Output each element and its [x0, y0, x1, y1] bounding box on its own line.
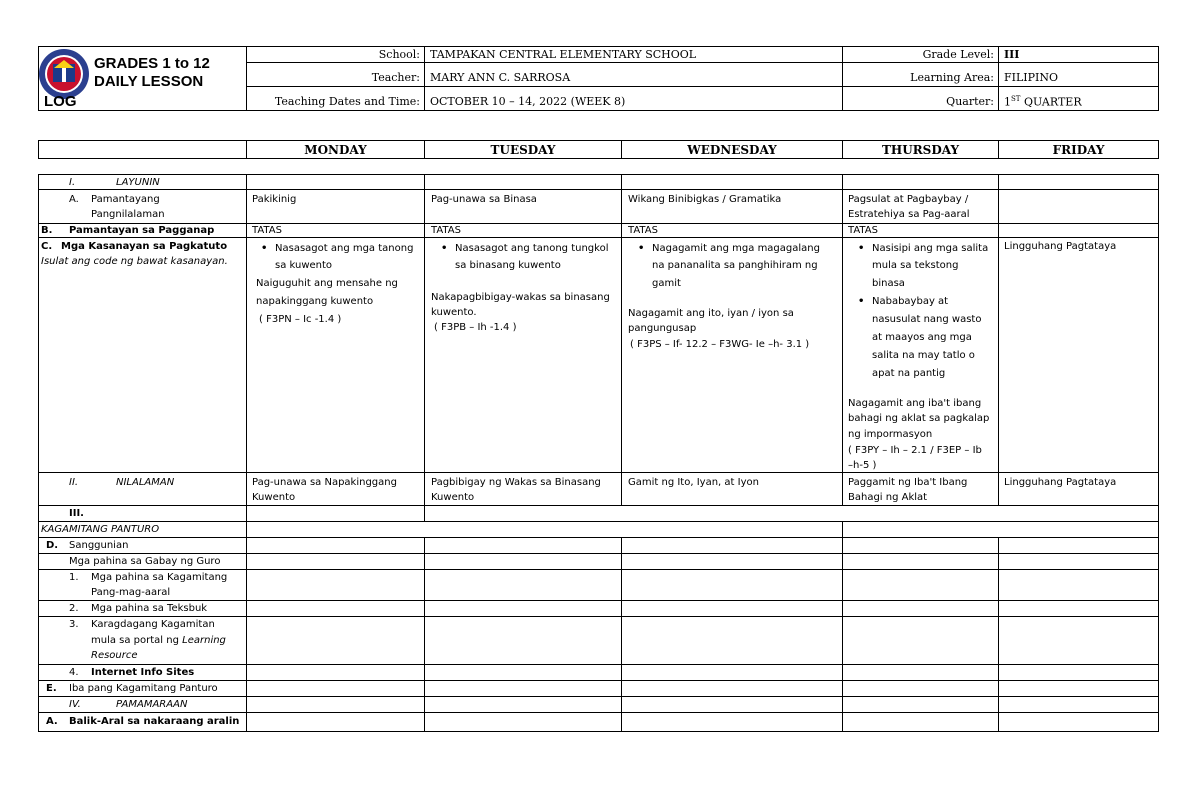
row-ii-wednesday: Gamit ng Ito, Iyan, at Iyon	[628, 477, 759, 488]
section-i-layunin: LAYUNIN	[116, 177, 160, 188]
row-ii-thursday-line2: Bahagi ng Aklat	[848, 492, 928, 503]
row-d3-line2: mula sa portal ng Learning	[91, 635, 226, 646]
row-ii-monday-line1: Pag-unawa sa Napakinggang	[252, 477, 397, 488]
day-header-wednesday: WEDNESDAY	[687, 143, 777, 157]
dll-title-line3: LOG	[44, 93, 77, 110]
row-c-tuesday-item2: Nakapagbibigay-wakas sa binasang	[431, 292, 610, 303]
row-c-tuesday-item1-cont: sa binasang kuwento	[455, 260, 561, 271]
row-c-number: C.	[41, 241, 53, 252]
row-c-thursday-item1-cont2: binasa	[872, 278, 905, 289]
dll-title-line1: GRADES 1 to 12	[94, 55, 210, 72]
section-iii-number: III.	[69, 508, 84, 519]
section-ii-number: II.	[69, 477, 79, 488]
row-a-tuesday: Pag-unawa sa Binasa	[431, 194, 537, 205]
row-c-wednesday-item1-cont2: gamit	[652, 278, 681, 289]
row-a-label-line2: Pangnilalaman	[91, 209, 165, 220]
row-balik-aral-number: A.	[46, 716, 58, 727]
row-c-thursday-item3: Nagagamit ang iba't ibang	[848, 398, 982, 409]
row-d-label: Sanggunian	[69, 540, 129, 551]
row-d3-line3: Resource	[91, 650, 138, 661]
row-c-thursday-item3-cont2: ng impormasyon	[848, 429, 933, 440]
row-b-wednesday: TATAS	[628, 225, 658, 236]
row-c-thursday-item2-cont3: salita na may tatlo o	[872, 350, 975, 361]
row-c-thursday-item3-cont1: bahagi ng aklat sa pagkalap	[848, 413, 990, 424]
quarter-value: 1ST QUARTER	[1004, 95, 1082, 109]
row-c-wednesday-item2: Nagagamit ang ito, iyan / iyon sa	[628, 308, 794, 319]
row-ii-thursday-line1: Paggamit ng Iba't Ibang	[848, 477, 968, 488]
row-b-number: B.	[41, 225, 53, 236]
row-c-wednesday-item2-cont: pangungusap	[628, 323, 697, 334]
row-c-wednesday-item1: • Nagagamit ang mga magagalang	[652, 241, 820, 256]
dates-label: Teaching Dates and Time:	[274, 95, 420, 108]
grade-level-value: III	[1004, 48, 1020, 61]
day-header-friday: FRIDAY	[1052, 143, 1105, 157]
grade-level-label: Grade Level:	[922, 48, 994, 61]
row-a-thursday-line1: Pagsulat at Pagbaybay /	[848, 194, 969, 205]
row-d3-number: 3.	[69, 619, 79, 630]
row-d-number: D.	[46, 540, 59, 551]
row-b-thursday: TATAS	[848, 225, 878, 236]
row-c-tuesday-item1: • Nasasagot ang tanong tungkol	[455, 241, 609, 256]
row-a-monday: Pakikinig	[252, 194, 297, 205]
row-c-monday-code: ( F3PN – Ic -1.4 )	[259, 314, 342, 325]
day-header-monday: MONDAY	[304, 143, 367, 157]
row-a-number: A.	[69, 194, 79, 205]
row-c-monday-item1: • Nasasagot ang mga tanong	[275, 241, 413, 256]
dll-title-line2: DAILY LESSON	[94, 73, 204, 90]
section-iv-pamamaraan: PAMAMARAAN	[116, 699, 188, 710]
learning-area-label: Learning Area:	[910, 71, 994, 84]
teacher-value: MARY ANN C. SARROSA	[430, 71, 571, 84]
row-c-monday-item2: Naiguguhit ang mensahe ng	[256, 278, 398, 289]
school-label: School:	[378, 48, 420, 61]
row-c-thursday-item2-cont2: at maayos ang mga	[872, 332, 972, 343]
row-c-thursday-item1: • Nasisipi ang mga salita	[872, 241, 988, 256]
row-c-sublabel: Isulat ang code ng bawat kasanayan.	[41, 256, 228, 267]
row-b-tuesday: TATAS	[431, 225, 461, 236]
row-c-monday-item2-cont: napakinggang kuwento	[256, 296, 374, 307]
row-c-label: Mga Kasanayan sa Pagkatuto	[61, 241, 228, 252]
row-balik-aral-label: Balik-Aral sa nakaraang aralin	[69, 716, 240, 727]
row-c-thursday-item2-cont1: nasusulat nang wasto	[872, 314, 982, 325]
row-b-monday: TATAS	[252, 225, 282, 236]
row-c-tuesday-item2-cont: kuwento.	[431, 307, 477, 318]
row-c-wednesday-item1-cont1: na pananalita sa panghihiram ng	[652, 260, 818, 271]
row-c-thursday-item1-cont1: mula sa tekstong	[872, 260, 959, 271]
row-d4-number: 4.	[69, 667, 79, 678]
row-c-wednesday-code: ( F3PS – If- 12.2 – F3WG- Ie –h- 3.1 )	[630, 339, 810, 350]
teacher-label: Teacher:	[371, 71, 420, 84]
row-ii-friday: Lingguhang Pagtataya	[1004, 477, 1117, 488]
row-c-friday: Lingguhang Pagtataya	[1004, 241, 1117, 252]
row-d1-number: 1.	[69, 572, 79, 583]
row-c-tuesday-code: ( F3PB – Ih -1.4 )	[434, 322, 517, 333]
row-d-gabay-guro: Mga pahina sa Gabay ng Guro	[69, 556, 221, 567]
row-c-monday-item1-cont: sa kuwento	[275, 260, 333, 271]
row-ii-monday-line2: Kuwento	[252, 492, 296, 503]
row-c-thursday-code-cont: –h-5 )	[848, 460, 877, 471]
dates-value: OCTOBER 10 – 14, 2022 (WEEK 8)	[430, 95, 626, 108]
row-a-label-line1: Pamantayang	[91, 194, 160, 205]
kagamitang-panturo-heading: KAGAMITANG PANTURO	[41, 524, 160, 535]
row-c-thursday-item2: • Nababaybay at	[872, 294, 948, 309]
section-ii-nilalaman: NILALAMAN	[116, 477, 175, 488]
row-d2-label: Mga pahina sa Teksbuk	[91, 603, 208, 614]
day-header-thursday: THURSDAY	[881, 143, 960, 157]
row-b-label: Pamantayan sa Pagganap	[69, 225, 215, 236]
row-c-thursday-code: ( F3PY – Ih – 2.1 / F3EP – Ib	[848, 445, 982, 456]
day-header-tuesday: TUESDAY	[490, 143, 556, 157]
section-i-number: I.	[69, 177, 76, 188]
row-c-thursday-item2-cont4: apat na pantig	[872, 368, 946, 379]
row-d1-line2: Pang-mag-aaral	[91, 587, 171, 598]
quarter-label: Quarter:	[946, 95, 994, 108]
section-iv-number: IV.	[69, 699, 81, 710]
row-d3-line1: Karagdagang Kagamitan	[91, 619, 215, 630]
row-ii-tuesday-line1: Pagbibigay ng Wakas sa Binasang	[431, 477, 601, 488]
school-value: TAMPAKAN CENTRAL ELEMENTARY SCHOOL	[430, 48, 697, 61]
row-d4-label: Internet Info Sites	[91, 667, 195, 678]
row-a-thursday-line2: Estratehiya sa Pag-aaral	[848, 209, 970, 220]
row-a-wednesday: Wikang Binibigkas / Gramatika	[628, 194, 782, 205]
learning-area-value: FILIPINO	[1004, 71, 1059, 84]
row-e-number: E.	[46, 683, 57, 694]
row-e-label: Iba pang Kagamitang Panturo	[69, 683, 218, 694]
row-ii-tuesday-line2: Kuwento	[431, 492, 475, 503]
row-d1-line1: Mga pahina sa Kagamitang	[91, 572, 228, 583]
row-d2-number: 2.	[69, 603, 79, 614]
